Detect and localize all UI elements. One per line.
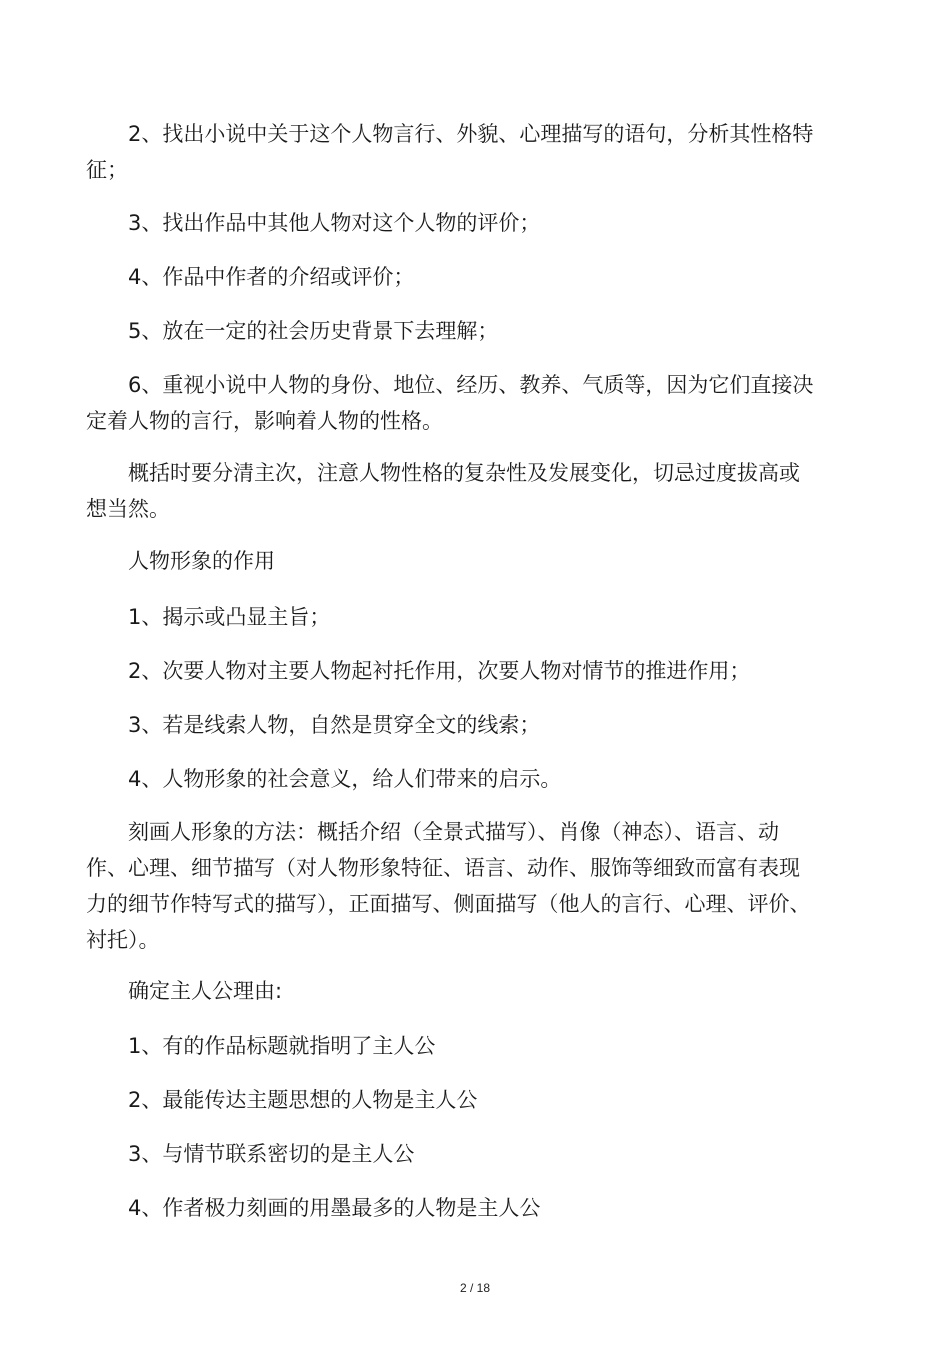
paragraph-methods: 刻画人形象的方法：概括介绍（全景式描写）、肖像（神态）、语言、动作、心理、细节描写（对人物形象特征、语言、动作、服饰等细致而富有表现力的细节作特写式的描写），正面描写、侧面描写（他人的言行、心理、评价、衬托）。	[86, 820, 811, 952]
paragraph-role-1: 1、揭示或凸显主旨；	[128, 605, 331, 629]
paragraph-role-3: 3、若是线索人物，自然是贯穿全文的线索；	[128, 713, 541, 737]
section-heading-role: 人物形象的作用	[128, 549, 275, 573]
paragraph-protagonist-3: 3、与情节联系密切的是主人公	[128, 1142, 415, 1166]
paragraph-protagonist-4: 4、作者极力刻画的用墨最多的人物是主人公	[128, 1196, 541, 1220]
page-indicator: 2 / 18	[459, 1281, 491, 1295]
section-heading-protagonist: 确定主人公理由:	[128, 979, 283, 1003]
paragraph-5: 6、重视小说中人物的身份、地位、经历、教养、气质等，因为它们直接决定着人物的言行，影响着人物的性格。	[86, 373, 814, 433]
paragraph-3: 4、作品中作者的介绍或评价；	[128, 265, 415, 289]
paragraph-1: 2、找出小说中关于这个人物言行、外貌、心理描写的语句，分析其性格特征；	[86, 122, 814, 182]
paragraph-role-2: 2、次要人物对主要人物起衬托作用，次要人物对情节的推进作用；	[128, 659, 751, 683]
paragraph-protagonist-1: 1、有的作品标题就指明了主人公	[128, 1034, 436, 1058]
paragraph-role-4: 4、人物形象的社会意义，给人们带来的启示。	[128, 767, 562, 791]
paragraph-6: 概括时要分清主次，注意人物性格的复杂性及发展变化，切忌过度拔高或想当然。	[86, 461, 800, 521]
paragraph-protagonist-2: 2、最能传达主题思想的人物是主人公	[128, 1088, 478, 1112]
paragraph-2: 3、找出作品中其他人物对这个人物的评价；	[128, 211, 541, 235]
paragraph-4: 5、放在一定的社会历史背景下去理解；	[128, 319, 499, 343]
